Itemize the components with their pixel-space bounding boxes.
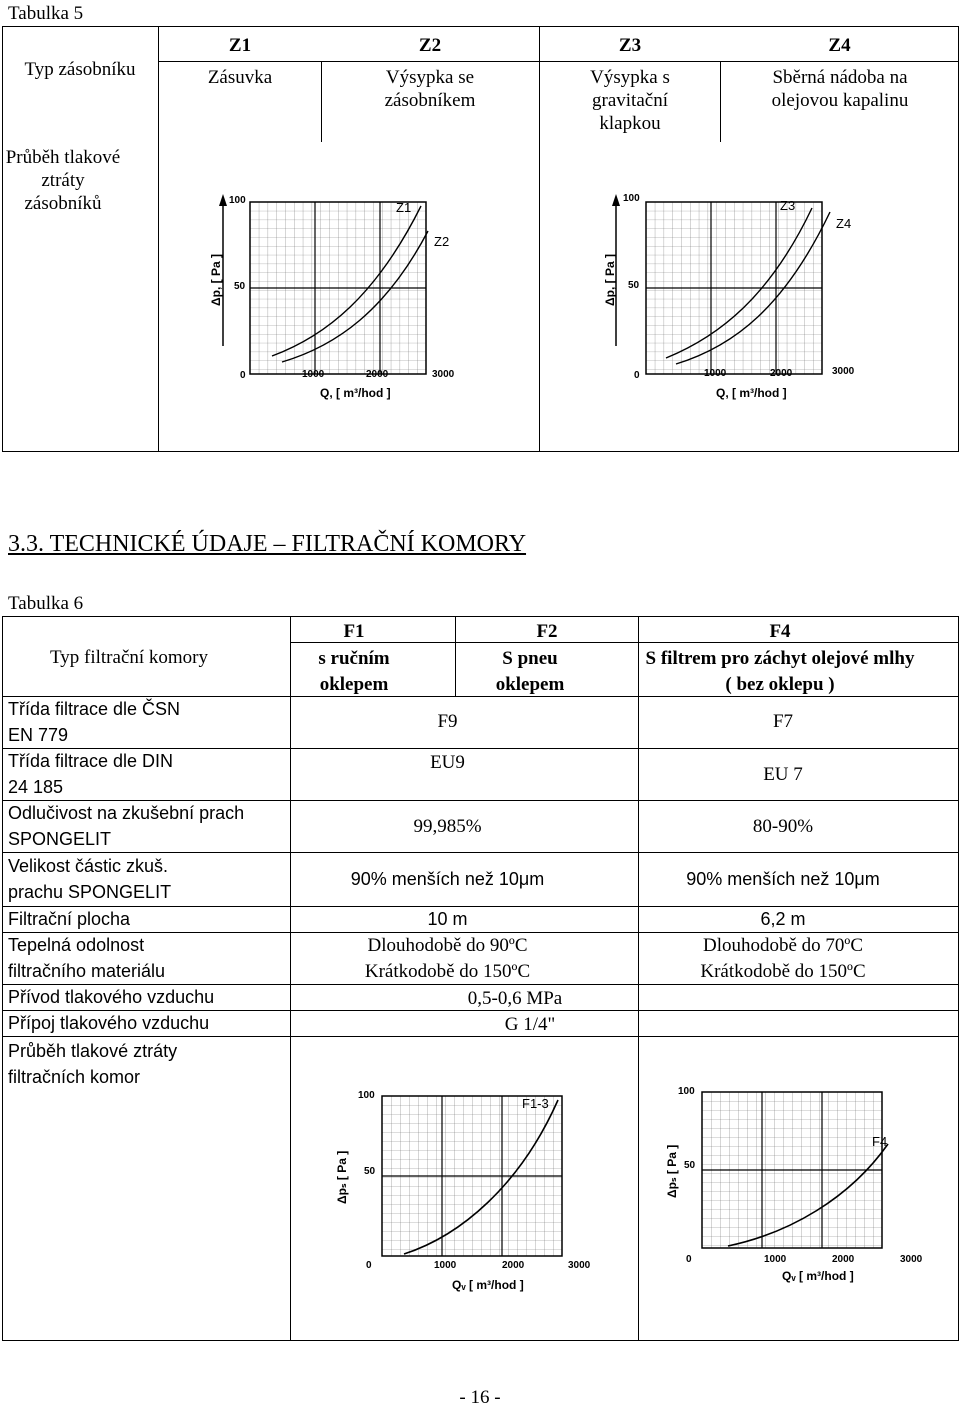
row-pripoj-value: G 1/4" xyxy=(504,1014,556,1035)
row-privod-label: Přívod tlakového vzduchu xyxy=(8,987,215,1007)
curve-label-z2: Z2 xyxy=(434,234,450,249)
col-z2-code: Z2 xyxy=(418,35,442,56)
curve-label-f1-3: F1-3 xyxy=(522,1096,549,1111)
table5-curve-header: Průběh tlakové ztráty zásobníků xyxy=(5,147,121,214)
graph-z3-z4 xyxy=(590,186,870,404)
graph-f4 xyxy=(650,1078,940,1288)
y-tick-100: 100 xyxy=(358,1090,375,1101)
x-axis-label: Q, [ m³/hod ] xyxy=(716,386,787,400)
y-axis-label: Δp, [ Pa ] xyxy=(603,254,617,306)
y-tick-100: 100 xyxy=(623,193,640,204)
section-heading: 3.3. TECHNICKÉ ÚDAJE – FILTRAČNÍ KOMORY xyxy=(8,531,527,557)
x-axis-label: Qᵥ [ m³/hod ] xyxy=(782,1269,854,1283)
row-odl-label: Odlučivost na zkušební prach SPONGELIT xyxy=(8,803,245,849)
row-tep-f12-1: Dlouhodobě do 90ºC xyxy=(367,935,528,956)
curve-label-z4: Z4 xyxy=(836,216,852,231)
col-z3-name: Výsypka s gravitační klapkou xyxy=(590,67,670,134)
curve-label-f4: F4 xyxy=(872,1134,888,1149)
row-vel-f12: 90% menších než 10μm xyxy=(350,869,545,889)
x-tick-3000: 3000 xyxy=(832,366,855,377)
y-tick-0: 0 xyxy=(686,1254,692,1265)
x-tick-1000: 1000 xyxy=(764,1254,787,1265)
row-tep-f12-2: Krátkodobě do 150ºC xyxy=(364,961,531,982)
y-tick-50: 50 xyxy=(684,1160,696,1171)
y-axis-label: Δp, [ Pa ] xyxy=(209,254,223,306)
col-z1-name: Zásuvka xyxy=(207,67,273,88)
row-privod-value: 0,5-0,6 MPa xyxy=(467,988,563,1009)
row-csn-f12: F9 xyxy=(437,711,458,732)
page-number: - 16 - xyxy=(459,1387,501,1408)
graph-z1-z2 xyxy=(196,186,471,404)
x-tick-2000: 2000 xyxy=(366,369,389,380)
f1-desc: s ručním oklepem xyxy=(318,648,390,695)
col-z1-code: Z1 xyxy=(228,35,252,56)
table5-type-header: Typ zásobníku xyxy=(24,59,136,80)
table6-caption: Tabulka 6 xyxy=(8,593,84,614)
y-tick-100: 100 xyxy=(678,1086,695,1097)
row-vel-label: Velikost částic zkuš. prachu SPONGELIT xyxy=(8,856,172,902)
curve-label-z1: Z1 xyxy=(396,200,412,215)
row-din-f12: EU9 xyxy=(430,752,465,773)
row-plocha-f12: 10 m xyxy=(427,909,468,929)
row-tep-label-1: Tepelná odolnost xyxy=(8,935,145,955)
f1-code: F1 xyxy=(343,621,365,642)
row-csn-f4: F7 xyxy=(772,711,794,732)
f4-desc: S filtrem pro záchyt olejové mlhy ( bez oklepu ) xyxy=(645,648,915,695)
y-tick-50: 50 xyxy=(628,280,640,291)
f2-code: F2 xyxy=(536,621,558,642)
curve-label-z3: Z3 xyxy=(780,198,796,213)
row-plocha-label: Filtrační plocha xyxy=(8,909,131,929)
row-pripoj-label: Přípoj tlakového vzduchu xyxy=(8,1013,210,1033)
row-odl-f12: 99,985% xyxy=(413,816,482,837)
row-odl-f4: 80-90% xyxy=(752,816,814,837)
row-plocha-f4: 6,2 m xyxy=(760,909,806,929)
x-axis-label: Q, [ m³/hod ] xyxy=(320,386,391,400)
y-tick-0: 0 xyxy=(634,370,640,381)
graph-f1-3 xyxy=(330,1086,620,1296)
y-tick-0: 0 xyxy=(240,370,246,381)
x-tick-2000: 2000 xyxy=(770,368,793,379)
table5-caption: Tabulka 5 xyxy=(8,3,84,24)
row-tep-f4-2: Krátkodobě do 150ºC xyxy=(700,961,866,982)
y-axis-label: Δpₛ [ Pa ] xyxy=(335,1150,349,1204)
y-tick-100: 100 xyxy=(229,195,246,206)
type-label: Typ filtrační komory xyxy=(49,647,209,668)
row-prubeh-label: Průběh tlakové ztráty filtračních komor xyxy=(8,1041,178,1087)
row-din-f4: EU 7 xyxy=(763,764,803,785)
y-tick-0: 0 xyxy=(366,1260,372,1271)
row-csn-label: Třída filtrace dle ČSN EN 779 xyxy=(8,699,181,745)
col-z4-code: Z4 xyxy=(828,35,851,56)
x-tick-1000: 1000 xyxy=(434,1260,457,1271)
x-tick-2000: 2000 xyxy=(502,1260,525,1271)
x-tick-2000: 2000 xyxy=(832,1254,855,1265)
row-vel-f4: 90% menších než 10μm xyxy=(686,869,880,889)
x-axis-label: Qᵥ [ m³/hod ] xyxy=(452,1278,524,1292)
x-tick-1000: 1000 xyxy=(704,368,727,379)
col-z2-name: Výsypka se zásobníkem xyxy=(384,67,476,111)
row-tep-label-2: filtračního materiálu xyxy=(8,961,166,981)
f4-code: F4 xyxy=(769,621,791,642)
x-tick-3000: 3000 xyxy=(900,1254,923,1265)
y-tick-50: 50 xyxy=(234,281,246,292)
row-din-label: Třída filtrace dle DIN 24 185 xyxy=(8,751,174,797)
x-tick-3000: 3000 xyxy=(432,369,455,380)
col-z4-name: Sběrná nádoba na olejovou kapalinu xyxy=(771,67,909,111)
col-z3-code: Z3 xyxy=(618,35,642,56)
f2-desc: S pneu oklepem xyxy=(495,648,565,695)
y-tick-50: 50 xyxy=(364,1166,376,1177)
row-tep-f4-1: Dlouhodobě do 70ºC xyxy=(703,935,863,956)
y-axis-label: Δpₛ [ Pa ] xyxy=(665,1144,679,1198)
x-tick-1000: 1000 xyxy=(302,369,325,380)
x-tick-3000: 3000 xyxy=(568,1260,591,1271)
